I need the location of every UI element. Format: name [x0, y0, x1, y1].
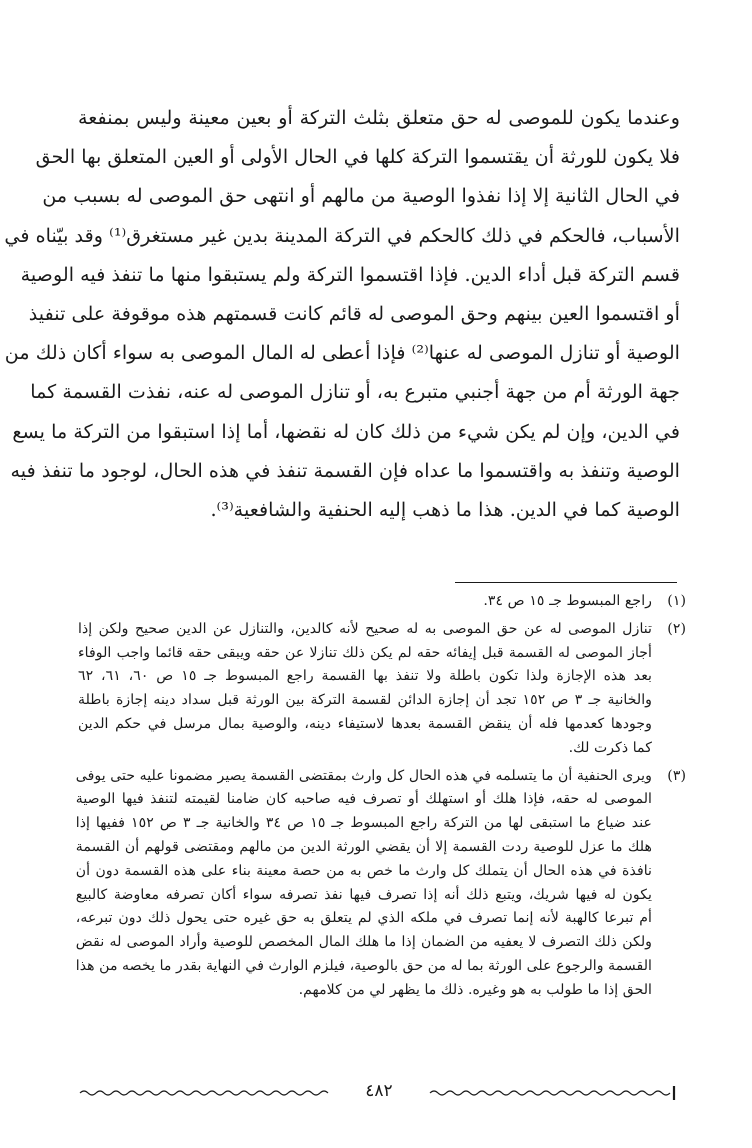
footnote-2	[78, 618, 686, 761]
text-line: قسم التركة قبل أداء الدين. فإذا اقتسموا التركة ولم يستبقوا منها ما تنفذ فيه الوصية	[20, 262, 680, 286]
footnote-3	[75, 765, 686, 1003]
footnote-line: تنازل الموصى له عن حق الموصى به له صحيح لأنه كالدين، والتنازل عن الدين صحيح ولكن إذا	[78, 620, 652, 637]
footnote-separator	[455, 582, 677, 583]
footnote-line: يكون له فيها شريك، ويتبع ذلك أنه إذا تصرف فيها نفذ تصرفه سواء أكان تصرفه معاوضة كالبيع	[75, 886, 652, 903]
footnote-line: أم تبرعا كالهبة لأنه إنما تصرف في ملكه الذي لم يتعلق به حق غيره حتى يحول ذلك دون تبرعه،	[75, 910, 652, 927]
text-line: الوصية كما في الدين. هذا ما ذهب إليه الحنفية والشافعية⁽³⁾.	[210, 498, 680, 522]
footnote-line: بعد هذه الإجازة ولذا تكون باطلة ولا تنفذ بها القسمة راجع المبسوط جـ ١٥ ص ٦٠، ٦١، ٦٢	[78, 668, 653, 685]
text-line: فلا يكون للورثة أن يقتسموا التركة كلها في الحال الأولى أو العين المتعلق بها الحق	[35, 145, 680, 169]
footnotes	[75, 590, 686, 1003]
footnote-text	[78, 618, 652, 761]
footnote-line: راجع المبسوط جـ ١٥ ص ٣٤.	[483, 593, 652, 609]
page-number	[78, 1080, 680, 1102]
text-line: الوصية أو تنازل الموصى له عنها⁽²⁾ فإذا أعطى له المال الموصى به سواء أكان ذلك من	[4, 341, 680, 365]
footnote-text	[78, 590, 652, 614]
page-footer	[78, 1081, 680, 1104]
footnote-1	[78, 590, 686, 614]
text-line: جهة الورثة أم من جهة أجنبي متبرع به، أو تنازل الموصى له عنه، نفذت القسمة كما	[30, 380, 680, 404]
footnote-line: ويرى الحنفية أن ما يتسلمه في هذه الحال كل وارث بمقتضى القسمة يصير مضمونا عليه حتى يوفى	[75, 767, 652, 784]
footnote-line: والخانية جـ ٣ ص ١٥٢ تجد أن إجازة الدائن لقسمة التركة بين الورثة قبل سداد دينه إجازة باطلة	[78, 692, 652, 709]
footnote-line: وجودها كعدمها فله أن ينقض القسمة بعدها لاستيفاء دينه، والوصية بمال مرسل في حكم الدين	[78, 715, 652, 732]
footnote-text	[76, 765, 652, 1003]
text-line: الأسباب، فالحكم في ذلك كالحكم في التركة المدينة بدين غير مستغرق⁽¹⁾ وقد بيّناه في	[4, 223, 680, 247]
main-text	[4, 98, 680, 529]
footnote-number: (٢)	[667, 620, 686, 637]
paragraph	[4, 98, 680, 529]
footnote-number: (١)	[667, 593, 686, 609]
text-line: في الحال الثانية إلا إذا نفذوا الوصية من مالهم أو انتهى حق الموصى له بسبب من	[42, 184, 680, 208]
text-line: أو اقتسموا العين بينهم وحق الموصى له قائم كانت قسمتهم هذه موقوفة على تنفيذ	[28, 302, 680, 326]
footnote-line: نافذة في هذه الحال أن يتملك كل وارث ما خص به من حصة معينة بناء على هذه القسمة دون أن	[75, 862, 652, 879]
text-line: الوصية وتنفذ به واقتسموا ما عداه فإن القسمة تنفذ في هذه الحال، لوجود ما تنفذ فيه	[10, 458, 680, 482]
footnote-number: (٣)	[667, 767, 686, 784]
text-line: وعندما يكون للموصى له حق متعلق بثلث التركة أو بعين معينة وليس بمنفعة	[78, 106, 680, 129]
footnote-line: الموصى له حقه، فإذا هلك أو استهلك أو تصرف فيه صاحبه كان ضامنا لقيمته لتنفذ فيها الوصية	[75, 791, 652, 808]
footnote-line: عند ضياع ما استبقى لها من التركة راجع المبسوط جـ ١٥ ص ٣٤ والخانية جـ ٣ ص ١٥٢ ففيها إذا	[75, 815, 652, 832]
footnote-line: أجاز الموصى له القسمة قبل إيفائه حقه لم يكن ذلك تنازلا عن حقه ويبقى حقه قائما واجب الوفاء	[78, 644, 652, 661]
footnote-line: ولكن ذلك التصرف لا يعفيه من الضمان إذا ما هلك المال المخصص للوصية وأراد الموصى له نقض	[75, 934, 652, 951]
text-line: في الدين، وإن لم يكن شيء من ذلك كان له نقضها، أما إذا استبقوا من التركة ما يسع	[12, 419, 680, 443]
footnote-line: كما ذكرت لك.	[568, 739, 652, 756]
footnote-line: الحق إذا ما طولب به هو وغيره. ذلك ما يظهر لي من كلامهم.	[298, 981, 652, 998]
footnote-line: هلك ما عزل للوصية ردت القسمة إلا أن يقضي الورثة الدين من مالهم ومقتضى قولهم أن القسمة	[75, 838, 652, 855]
page-number-text: ٤٨٢	[357, 1081, 400, 1101]
footnote-line: القسمة والرجوع على الورثة بما له من حق بالوصية، فيلزم الوارث في النهاية بقدر ما يخصه من هذا	[75, 957, 652, 974]
